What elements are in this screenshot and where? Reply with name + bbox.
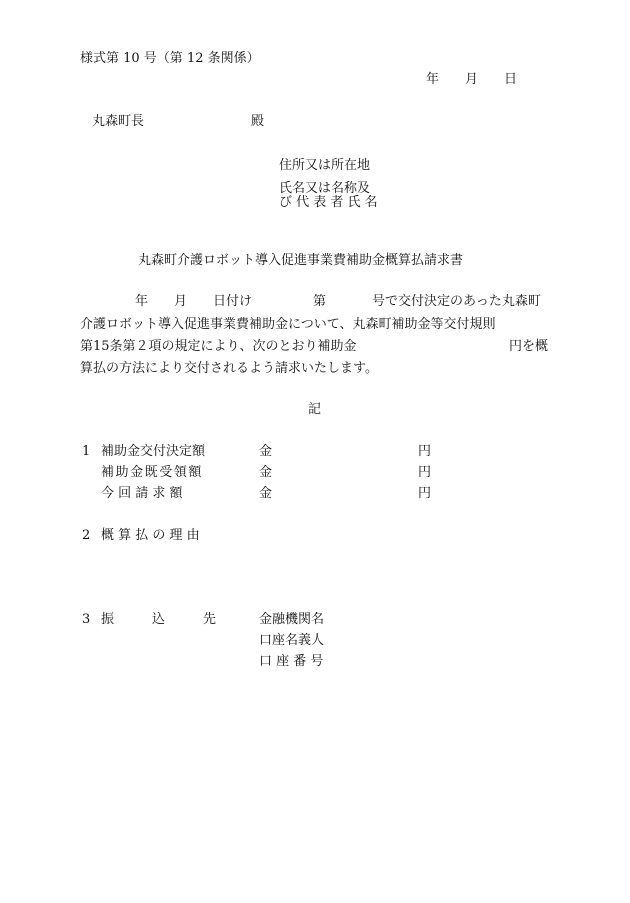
applicant-name-label-2: び 代 表 者 氏 名: [279, 195, 378, 210]
body-line-3-start: 第15条第２項の規定により、次のとおり補助金: [80, 339, 357, 354]
applicant-name-label-1: 氏名又は名称及: [279, 181, 371, 196]
addressee-honorific: 殿: [251, 114, 265, 129]
body-line-1-dai: 第: [313, 294, 327, 309]
document-title: 丸森町介護ロボット導入促進事業費補助金概算払請求書: [138, 253, 464, 268]
grant-decision-yen: 円: [418, 444, 432, 459]
already-received-yen: 円: [418, 465, 432, 480]
current-request-kin: 金: [259, 486, 273, 501]
applicant-address-label: 住所又は所在地: [279, 158, 371, 173]
addressee-name: 丸森町長: [92, 114, 145, 129]
account-holder-label: 口座名義人: [259, 633, 325, 648]
bank-name-label: 金融機関名: [259, 612, 325, 627]
current-request-label: 今 回 請 求 額: [101, 486, 183, 501]
body-line-4: 算払の方法により交付されるよう請求いたします。: [80, 361, 378, 376]
body-line-2: 介護ロボット導入促進事業費補助金について、丸森町補助金等交付規則: [80, 317, 496, 332]
transfer-label-2: 込: [152, 612, 166, 627]
date-line: 年 月 日: [426, 72, 518, 87]
grant-decision-kin: 金: [259, 444, 273, 459]
body-line-3-end: 円を概: [509, 339, 549, 354]
already-received-kin: 金: [259, 465, 273, 480]
transfer-label-1: 振: [101, 612, 115, 627]
body-line-1-date: 年 月 日付け: [135, 294, 253, 309]
current-request-yen: 円: [418, 486, 432, 501]
already-received-label: 補助金既受領額: [101, 465, 203, 480]
section-1-number: 1: [82, 444, 91, 459]
account-number-label: 口 座 番 号: [259, 654, 324, 669]
ki-heading: 記: [308, 402, 322, 417]
section-3-number: 3: [82, 612, 91, 627]
advance-payment-reason-label: 概 算 払 の 理 由: [101, 528, 200, 543]
transfer-label-3: 先: [203, 612, 217, 627]
grant-decision-amount-label: 補助金交付決定額: [101, 444, 206, 459]
section-2-number: 2: [82, 528, 91, 543]
body-line-1-rest: 号で交付決定のあった丸森町: [372, 294, 541, 309]
form-number: 様式第 10 号（第 12 条関係）: [80, 51, 260, 66]
